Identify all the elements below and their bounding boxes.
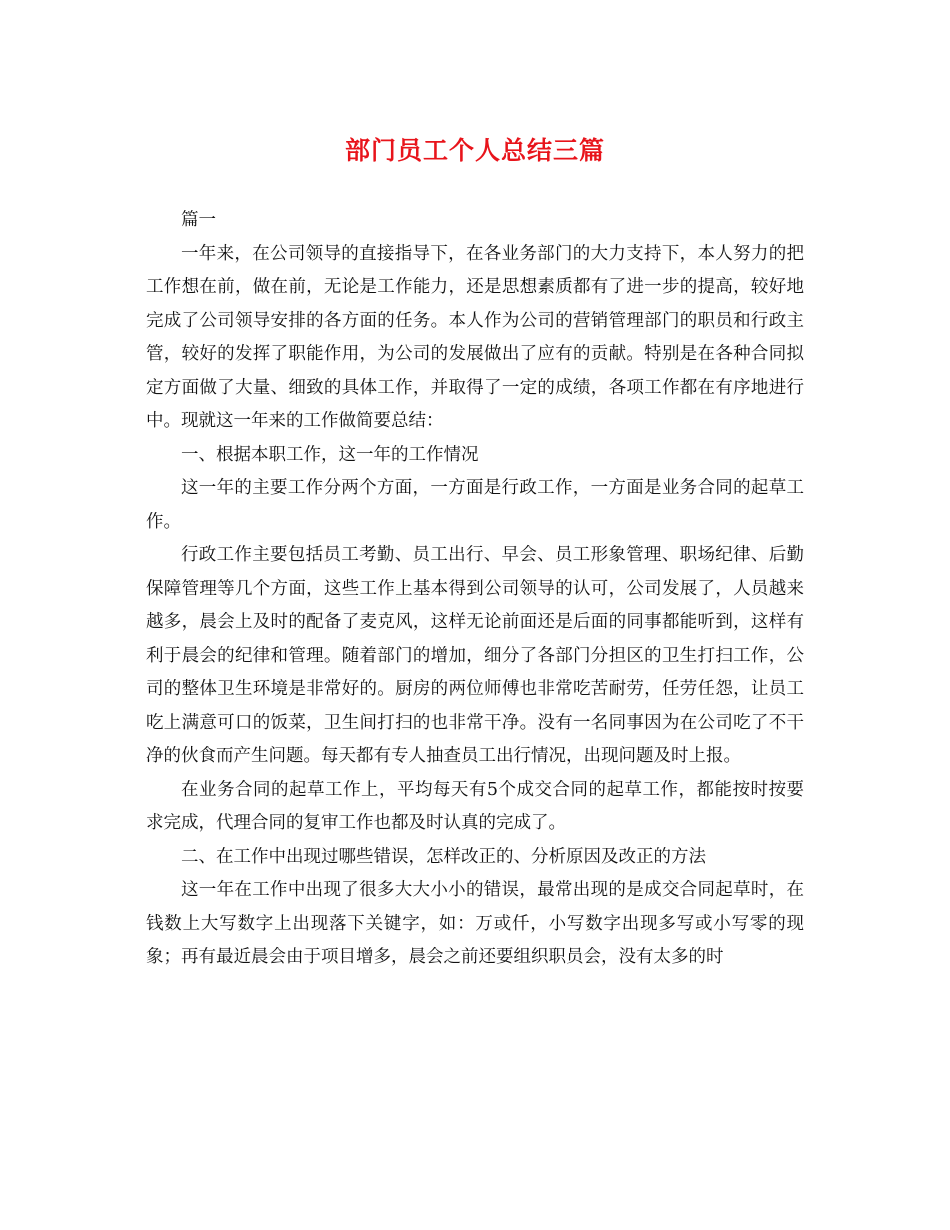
document-body (146, 204, 804, 975)
paragraph: 这一年的主要工作分两个方面，一方面是行政工作，一方面是业务合同的起草工作。 (146, 478, 804, 532)
paragraph-heading-two: 二、在工作中出现过哪些错误，怎样改正的、分析原因及改正的方法 (181, 846, 706, 867)
paragraph: 行政工作主要包括员工考勤、员工出行、早会、员工形象管理、职场纪律、后勤保障管理等几个方面，这些工作上基本得到公司领导的认可，公司发展了，人员越来越多，晨会上及时的配备了麦克风，这样无论前面还是后面的同事都能听到，这样有利于晨会的纪律和管理。随着部门的增加，细分了各部门分担区的卫生打扫工作，公司的整体卫生环境是非常好的。厨房的两位师傅也非常吃苦耐劳，任劳任怨，让员工吃上满意可口的饭菜，卫生间打扫的也非常干净。没有一名同事因为在公司吃了不干净的伙食而产生问题。每天都有专人抽查员工出行情况，出现问题及时上报。 (146, 545, 804, 766)
paragraph-section-heading: 篇一 (181, 210, 216, 230)
paragraph-heading-one: 一、根据本职工作，这一年的工作情况 (181, 444, 479, 465)
paragraph: 这一年在工作中出现了很多大大小小的错误，最常出现的是成交合同起草时，在钱数上大写数字上出现落下关键字，如：万或仟，小写数字出现多写或小写零的现象；再有最近晨会由于项目增多，晨会之前还要组织职员会，没有太多的时 (146, 880, 804, 967)
paragraph-intro: 一年来，在公司领导的直接指导下，在各业务部门的大力支持下，本人努力的把工作想在前，做在前，无论是工作能力，还是思想素质都有了进一步的提高，较好地完成了公司领导安排的各方面的任务。本人作为公司的营销管理部门的职员和行政主管，较好的发挥了职能作用，为公司的发展做出了应有的贡献。特别是在各种合同拟定方面做了大量、细致的具体工作，并取得了一定的成绩，各项工作都在有序地进行中。现就这一年来的工作做简要总结： (146, 243, 804, 431)
paragraph: 在业务合同的起草工作上，平均每天有5个成交合同的起草工作，都能按时按要求完成，代理合同的复审工作也都及时认真的完成了。 (146, 779, 804, 833)
document-title: 部门员工个人总结三篇 (344, 136, 605, 165)
